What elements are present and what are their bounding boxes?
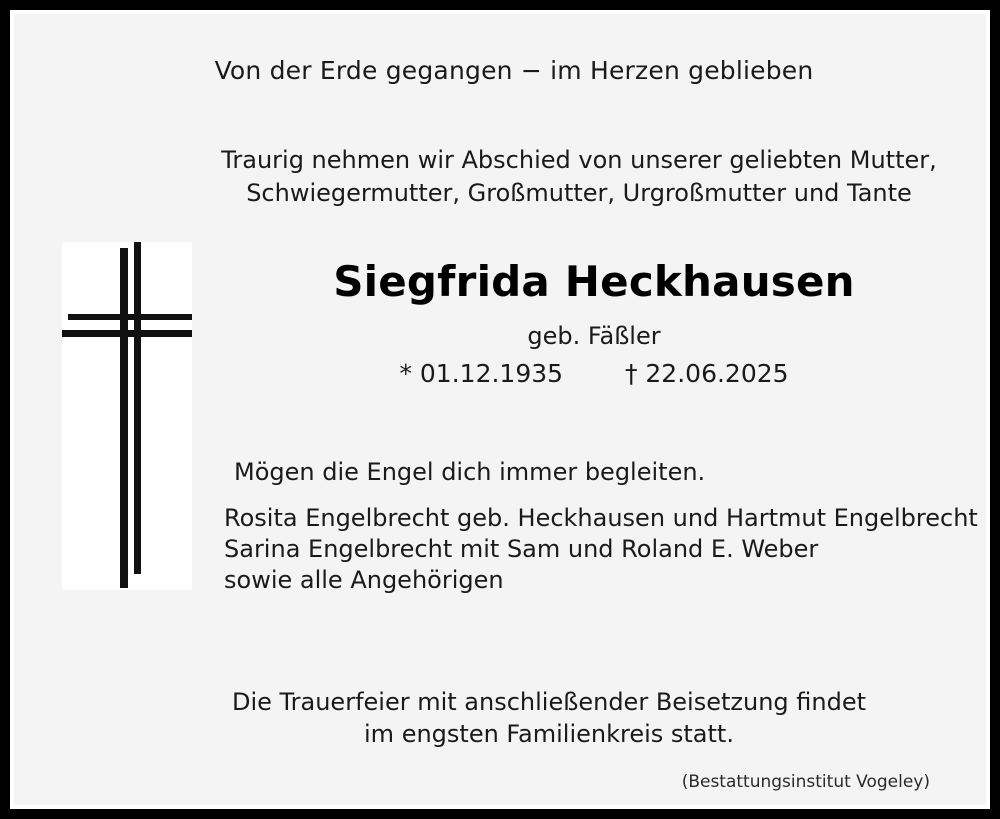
cross-icon bbox=[62, 242, 192, 590]
cross-vertical-bar-secondary bbox=[134, 242, 141, 574]
ceremony-line-2: im engsten Familienkreis statt. bbox=[364, 720, 734, 748]
verse-text: Mögen die Engel dich immer begleiten. bbox=[234, 458, 706, 486]
ceremony-line-1: Die Trauerfeier mit anschließender Beisetzung findet bbox=[231, 688, 867, 716]
cross-horizontal-bar bbox=[62, 330, 192, 337]
deceased-name: Siegfrida Heckhausen bbox=[333, 257, 855, 306]
survivors-list bbox=[224, 503, 978, 596]
intro-line-1: Traurig nehmen wir Abschied von unserer geliebten Mutter, bbox=[221, 146, 937, 174]
list-item: Sarina Engelbrecht mit Sam und Roland E. Weber bbox=[224, 535, 819, 563]
funeral-home-credit: (Bestattungsinstitut Vogeley) bbox=[681, 772, 930, 792]
cross-vertical-bar bbox=[120, 248, 128, 588]
death-date: † 22.06.2025 bbox=[624, 359, 789, 388]
obituary-inner-frame bbox=[10, 10, 990, 809]
birth-date: * 01.12.1935 bbox=[399, 359, 564, 388]
life-dates bbox=[194, 359, 994, 388]
intro-text bbox=[164, 144, 994, 210]
list-item: sowie alle Angehörigen bbox=[224, 566, 504, 594]
maiden-name: geb. Fäßler bbox=[527, 322, 661, 350]
motto-text: Von der Erde gegangen − im Herzen geblieben bbox=[214, 56, 814, 85]
list-item: Rosita Engelbrecht geb. Heckhausen und Hartmut Engelbrecht bbox=[224, 504, 978, 532]
cross-horizontal-bar-secondary bbox=[68, 314, 192, 320]
intro-line-2: Schwiegermutter, Großmutter, Urgroßmutter und Tante bbox=[246, 179, 912, 207]
ceremony-text bbox=[174, 686, 924, 750]
